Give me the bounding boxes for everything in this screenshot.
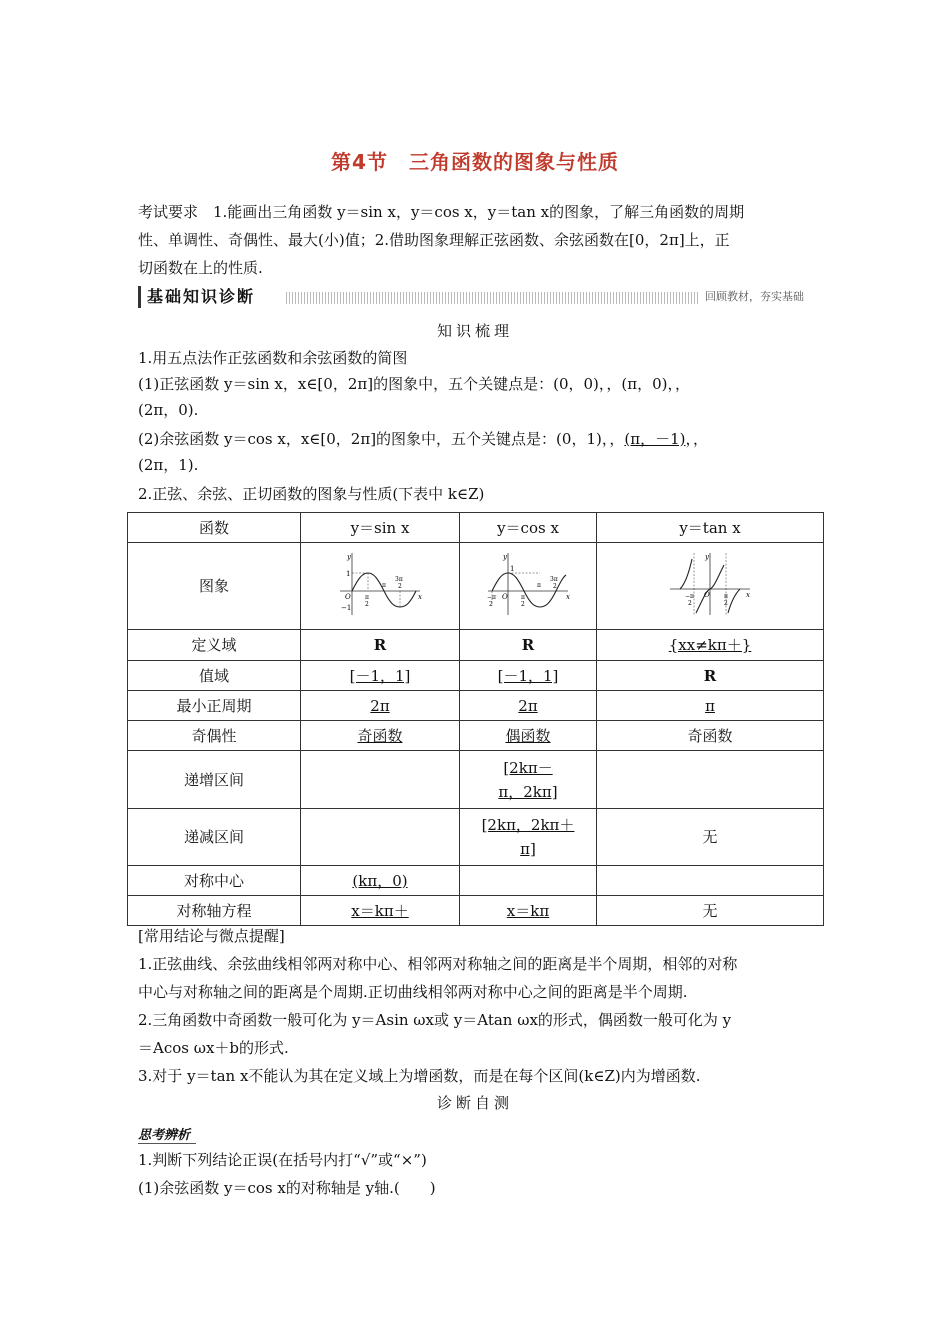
cos-value (460, 809, 597, 866)
table-label: 定义域 (128, 630, 301, 661)
cos-graph-cell (460, 543, 597, 630)
tan-value (597, 866, 824, 896)
banner-left-label: 基础知识诊断 (138, 286, 261, 308)
sin-parity: 奇函数 (357, 726, 403, 745)
sin-graph (338, 551, 422, 617)
cos-parity: 偶函数 (505, 726, 551, 745)
cos-graph-pi: π (537, 581, 541, 589)
table-label: 递增区间 (128, 751, 301, 809)
table-header-cell: y＝tan x (597, 513, 824, 543)
tan-value: 奇函数 (597, 721, 824, 751)
conclusion-3-line-1: 3.对于 y＝tan x不能认为其在定义域上为增函数，而是在每个区间(k∈Z)内为增函数. (138, 1067, 701, 1085)
tan-graph-neg-half-two: 2 (688, 599, 692, 607)
sin-value: R (301, 630, 460, 661)
tan-graph-x-label: x (746, 590, 750, 599)
section-banner (138, 286, 810, 308)
cos-graph-one: 1 (510, 564, 515, 573)
cos-value (460, 896, 597, 926)
tan-value: 无 (597, 809, 824, 866)
cos-graph-neg-half-two: 2 (489, 600, 493, 608)
cos-value (460, 751, 597, 809)
cos-graph-three-pi: 3π (550, 575, 558, 583)
cos-axis: x＝kπ (506, 901, 550, 920)
requirements-line-1: 考试要求 1.能画出三角函数 y＝sin x，y＝cos x，y＝tan x的图象，了解三角函数的周期 (138, 203, 745, 221)
knowledge-heading: 知识梳理 (436, 322, 513, 340)
cos-points-c: ，， (685, 430, 708, 448)
tan-value (597, 691, 824, 721)
tan-graph-half-pi: π (724, 592, 728, 600)
section1-heading: 1.用五点法作正弦函数和余弦函数的简图 (138, 349, 408, 367)
table-header-cell: y＝cos x (460, 513, 597, 543)
tan-value (597, 630, 824, 661)
tan-value: R (597, 661, 824, 691)
table-label: 对称轴方程 (128, 896, 301, 926)
tan-domain: {xx≠kπ＋} (668, 636, 752, 654)
sin-value (301, 896, 460, 926)
cos-graph-three-pi-two: 2 (553, 582, 557, 590)
sin-graph-half-pi: π (365, 593, 369, 601)
sin-points-line-2: (2π，0). (138, 401, 199, 419)
page-title: 第4节 三角函数的图象与性质 (331, 150, 619, 174)
tan-period: π (705, 696, 715, 715)
sin-value (301, 751, 460, 809)
sin-graph-x-label: x (418, 592, 422, 601)
table-label: 图象 (128, 543, 301, 630)
sin-graph-neg-one: −1 (341, 603, 352, 612)
cos-graph-half-pi: π (521, 593, 525, 601)
table-row (128, 896, 824, 926)
cos-points-line-1 (138, 427, 818, 451)
cos-value (460, 721, 597, 751)
conclusions-heading: [常用结论与微点提醒] (138, 927, 285, 945)
think-label: 思考辨析 (138, 1124, 196, 1144)
properties-table (127, 512, 824, 926)
sin-center: (kπ，0) (352, 871, 408, 890)
tan-graph-cell (597, 543, 824, 630)
cos-graph-origin: O (502, 592, 508, 601)
cos-value (460, 661, 597, 691)
table-row (128, 661, 824, 691)
cos-points-b: (π，－1) (624, 430, 686, 448)
conclusion-1-line-1: 1.正弦曲线、余弦曲线相邻两对称中心、相邻两对称轴之间的距离是半个周期，相邻的对称 (138, 955, 738, 973)
sin-range: [－1，1] (349, 666, 411, 685)
conclusion-1-line-2: 中心与对称轴之间的距离是个周期.正切曲线相邻两对称中心之间的距离是半个周期. (138, 983, 688, 1001)
cos-increase-2: π，2kπ] (498, 782, 558, 801)
sin-value (301, 691, 460, 721)
diagnosis-heading: 诊断自测 (436, 1094, 513, 1112)
tan-graph-origin: O (704, 590, 710, 599)
cos-value (460, 866, 597, 896)
cos-points-line-2: (2π，1). (138, 456, 199, 474)
banner-right-label: 回顾教材，夯实基础 (699, 288, 810, 306)
sin-axis: x＝kπ＋ (351, 901, 409, 920)
tan-value: 无 (597, 896, 824, 926)
sin-graph-half-two: 2 (365, 600, 369, 608)
cos-range: [－1，1] (497, 666, 559, 685)
cos-graph-neg-half-pi: −π (487, 593, 496, 601)
tan-graph-half-two: 2 (724, 599, 728, 607)
section2-heading: 2.正弦、余弦、正切函数的图象与性质(下表中 k∈Z) (138, 485, 485, 503)
table-label: 值域 (128, 661, 301, 691)
tan-graph-y-label: y (705, 552, 709, 561)
requirements-line-2: 性、单调性、奇偶性、最大(小)值；2.借助图象理解正弦函数、余弦函数在[0，2π]上，正 (138, 231, 730, 249)
table-row (128, 809, 824, 866)
table-header-cell: 函数 (128, 513, 301, 543)
tan-value (597, 751, 824, 809)
requirements-line-3: 切函数在上的性质. (138, 259, 263, 277)
cos-graph-y-label: y (503, 552, 507, 561)
table-label: 对称中心 (128, 866, 301, 896)
sin-graph-origin: O (345, 592, 351, 601)
table-row (128, 866, 824, 896)
table-row-graph (128, 543, 824, 630)
conclusion-2-line-2: ＝Acos ωx＋b的形式. (138, 1039, 289, 1057)
question-1-heading: 1.判断下列结论正误(在括号内打“√”或“×”) (138, 1151, 427, 1169)
sin-value (301, 661, 460, 691)
cos-decrease-2: π] (520, 840, 536, 858)
sin-graph-y-label: y (347, 552, 351, 561)
tan-graph-neg-half-pi: −π (685, 592, 694, 600)
table-label: 递减区间 (128, 809, 301, 866)
cos-graph-x-label: x (566, 592, 570, 601)
table-label: 最小正周期 (128, 691, 301, 721)
sin-graph-three-pi-two: 2 (398, 582, 402, 590)
table-header-cell: y＝sin x (301, 513, 460, 543)
table-label: 奇偶性 (128, 721, 301, 751)
cos-decrease-1: [2kπ，2kπ＋ (481, 816, 575, 834)
table-row (128, 721, 824, 751)
table-header-row (128, 513, 824, 543)
cos-points-a: (2)余弦函数 y＝cos x，x∈[0，2π]的图象中，五个关键点是：(0，1)，， (138, 430, 625, 448)
tan-graph (668, 551, 752, 617)
sin-graph-cell (301, 543, 460, 630)
sin-graph-pi: π (382, 581, 386, 589)
question-1-item-1: (1)余弦函数 y＝cos x的对称轴是 y轴.( ) (138, 1179, 436, 1197)
sin-value (301, 721, 460, 751)
cos-value (460, 691, 597, 721)
table-row (128, 691, 824, 721)
sin-value (301, 809, 460, 866)
sin-points-line-1: (1)正弦函数 y＝sin x，x∈[0，2π]的图象中，五个关键点是：(0，0)，，(π，0)，， (138, 375, 690, 393)
sin-value (301, 866, 460, 896)
conclusion-2-line-1: 2.三角函数中奇函数一般可化为 y＝Asin ωx或 y＝Atan ωx的形式，偶函数一般可化为 y (138, 1011, 732, 1029)
sin-graph-three-pi: 3π (395, 575, 403, 583)
cos-period: 2π (518, 696, 538, 715)
sin-graph-one: 1 (346, 569, 351, 578)
cos-graph (486, 551, 570, 617)
sin-period: 2π (370, 696, 390, 715)
cos-value: R (460, 630, 597, 661)
table-row (128, 630, 824, 661)
table-row (128, 751, 824, 809)
cos-increase-1: [2kπ－ (503, 758, 553, 777)
cos-graph-half-two: 2 (521, 600, 525, 608)
